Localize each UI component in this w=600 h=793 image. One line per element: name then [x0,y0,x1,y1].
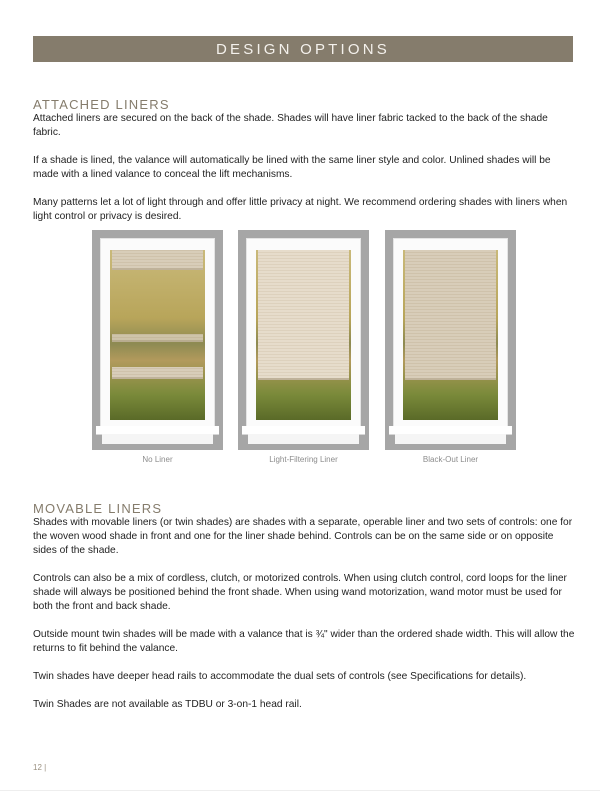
attached-paragraph-1: Attached liners are secured on the back of the shade. Shades will have liner fabric tacked to the back of the shade fabric. [33,113,548,138]
photo-black-out-liner [385,230,516,450]
attached-liners-heading: ATTACHED LINERS [33,97,170,112]
attached-paragraph-2: If a shade is lined, the valance will automatically be lined with the same liner style and color. Unlined shades will be made with a lined valance to conceal the lift mechanisms. [33,155,551,180]
page-number: 12 | [33,763,47,772]
movable-paragraph-5: Twin Shades are not available as TDBU or 3-on-1 head rail. [33,699,302,710]
photo-light-filtering-liner [238,230,369,450]
banner-title: DESIGN OPTIONS [216,40,390,58]
footer-divider [0,790,600,791]
shade-fold [112,334,203,342]
window-apron [248,434,359,444]
window-sill [389,426,512,434]
shade-lowered [258,250,349,380]
section-banner [33,36,573,62]
window-sill [96,426,219,434]
movable-paragraph-2: Controls can also be a mix of cordless, clutch, or motorized controls. When using clutch control, cord loops for the liner shade will always be positioned behind the front shade. When using wand motorization, wand motor must be used for both the front and back shade. [33,573,567,612]
window-sill [242,426,365,434]
shade-valance [112,250,203,270]
movable-paragraph-3: Outside mount twin shades will be made with a valance that is ¾" wider than the ordered shade width. This will allow the returns to fit behind the valance. [33,629,575,654]
attached-paragraph-3: Many patterns let a lot of light through and offer little privacy at night. We recommend ordering shades with liners when light control or privacy is desired. [33,197,568,222]
movable-liners-heading: MOVABLE LINERS [33,501,163,516]
caption-light-filtering-liner: Light-Filtering Liner [269,455,338,464]
caption-no-liner: No Liner [142,455,173,464]
caption-black-out-liner: Black-Out Liner [422,455,479,464]
movable-paragraph-1: Shades with movable liners (or twin shades) are shades with a separate, operable liner and two sets of controls: one for the woven wood shade in front and one for the liner shade behind. Controls can be on the same side or on opposite sides of the shade. [33,517,573,556]
window-apron [395,434,506,444]
movable-paragraph-4: Twin shades have deeper head rails to accommodate the dual sets of controls (see Specifications for details). [33,671,527,682]
window-apron [102,434,213,444]
shade-lowered [405,250,496,380]
shade-bottom-fold [112,367,203,379]
photo-no-liner [92,230,223,450]
